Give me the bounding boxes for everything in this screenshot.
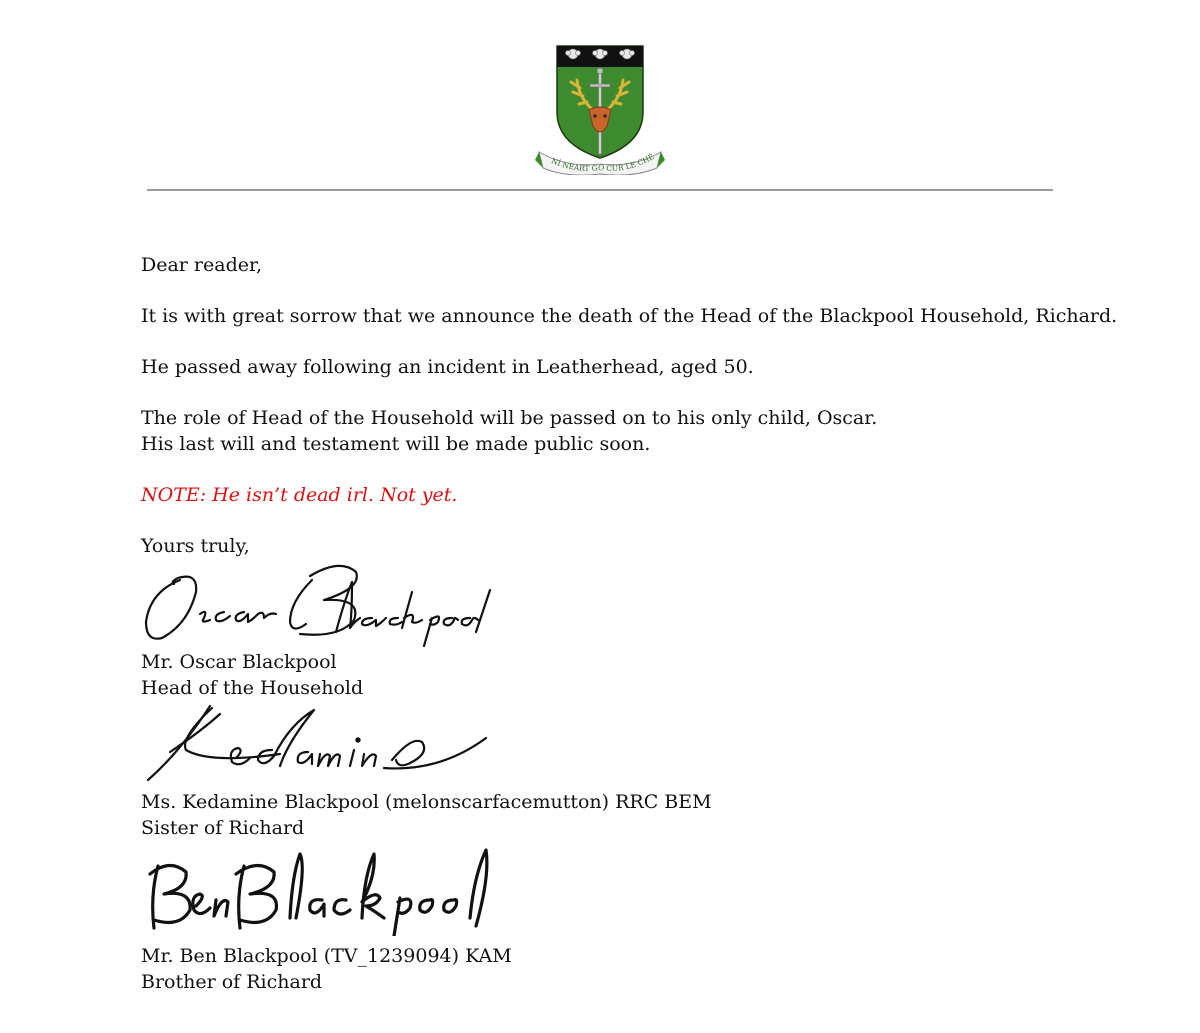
signature-oscar-icon (140, 562, 500, 647)
signatory-name: Mr. Oscar Blackpool (141, 651, 337, 673)
paragraph-3-line-1: The role of Head of the Household will be passed on to his only child, Oscar. (141, 407, 878, 429)
signatory-oscar (141, 649, 363, 701)
signatory-name: Mr. Ben Blackpool (TV_1239094) KAM (141, 945, 512, 967)
signatory-role: Head of the Household (141, 677, 364, 699)
greeting: Dear reader, (141, 254, 263, 276)
letter-body (141, 252, 1118, 559)
signatory-role: Sister of Richard (141, 817, 305, 839)
signatory-role: Brother of Richard (141, 971, 323, 993)
signatory-ben (141, 943, 512, 995)
coat-of-arms-icon (535, 40, 665, 175)
signatory-name: Ms. Kedamine Blackpool (melonscarfacemutton) RRC BEM (141, 791, 712, 813)
signatory-kedamine (141, 789, 712, 841)
note-text: NOTE: He isn’t dead irl. Not yet. (141, 484, 458, 506)
signature-ben (140, 846, 540, 936)
paragraph-3-line-2: His last will and testament will be made public soon. (141, 433, 651, 455)
paragraph-2: He passed away following an incident in Leatherhead, aged 50. (141, 356, 754, 378)
closing: Yours truly, (141, 535, 250, 557)
header-divider (147, 189, 1053, 191)
signature-ben-icon (140, 846, 540, 936)
motto-text: NÍ NEART GO CUR LE CHÉ (550, 152, 656, 173)
coat-of-arms (535, 40, 665, 175)
paragraph-1: It is with great sorrow that we announce the death of the Head of the Blackpool Household, Richard. (141, 305, 1118, 327)
signature-kedamine-icon (140, 702, 500, 787)
signature-oscar (140, 562, 500, 647)
signature-kedamine (140, 702, 500, 787)
